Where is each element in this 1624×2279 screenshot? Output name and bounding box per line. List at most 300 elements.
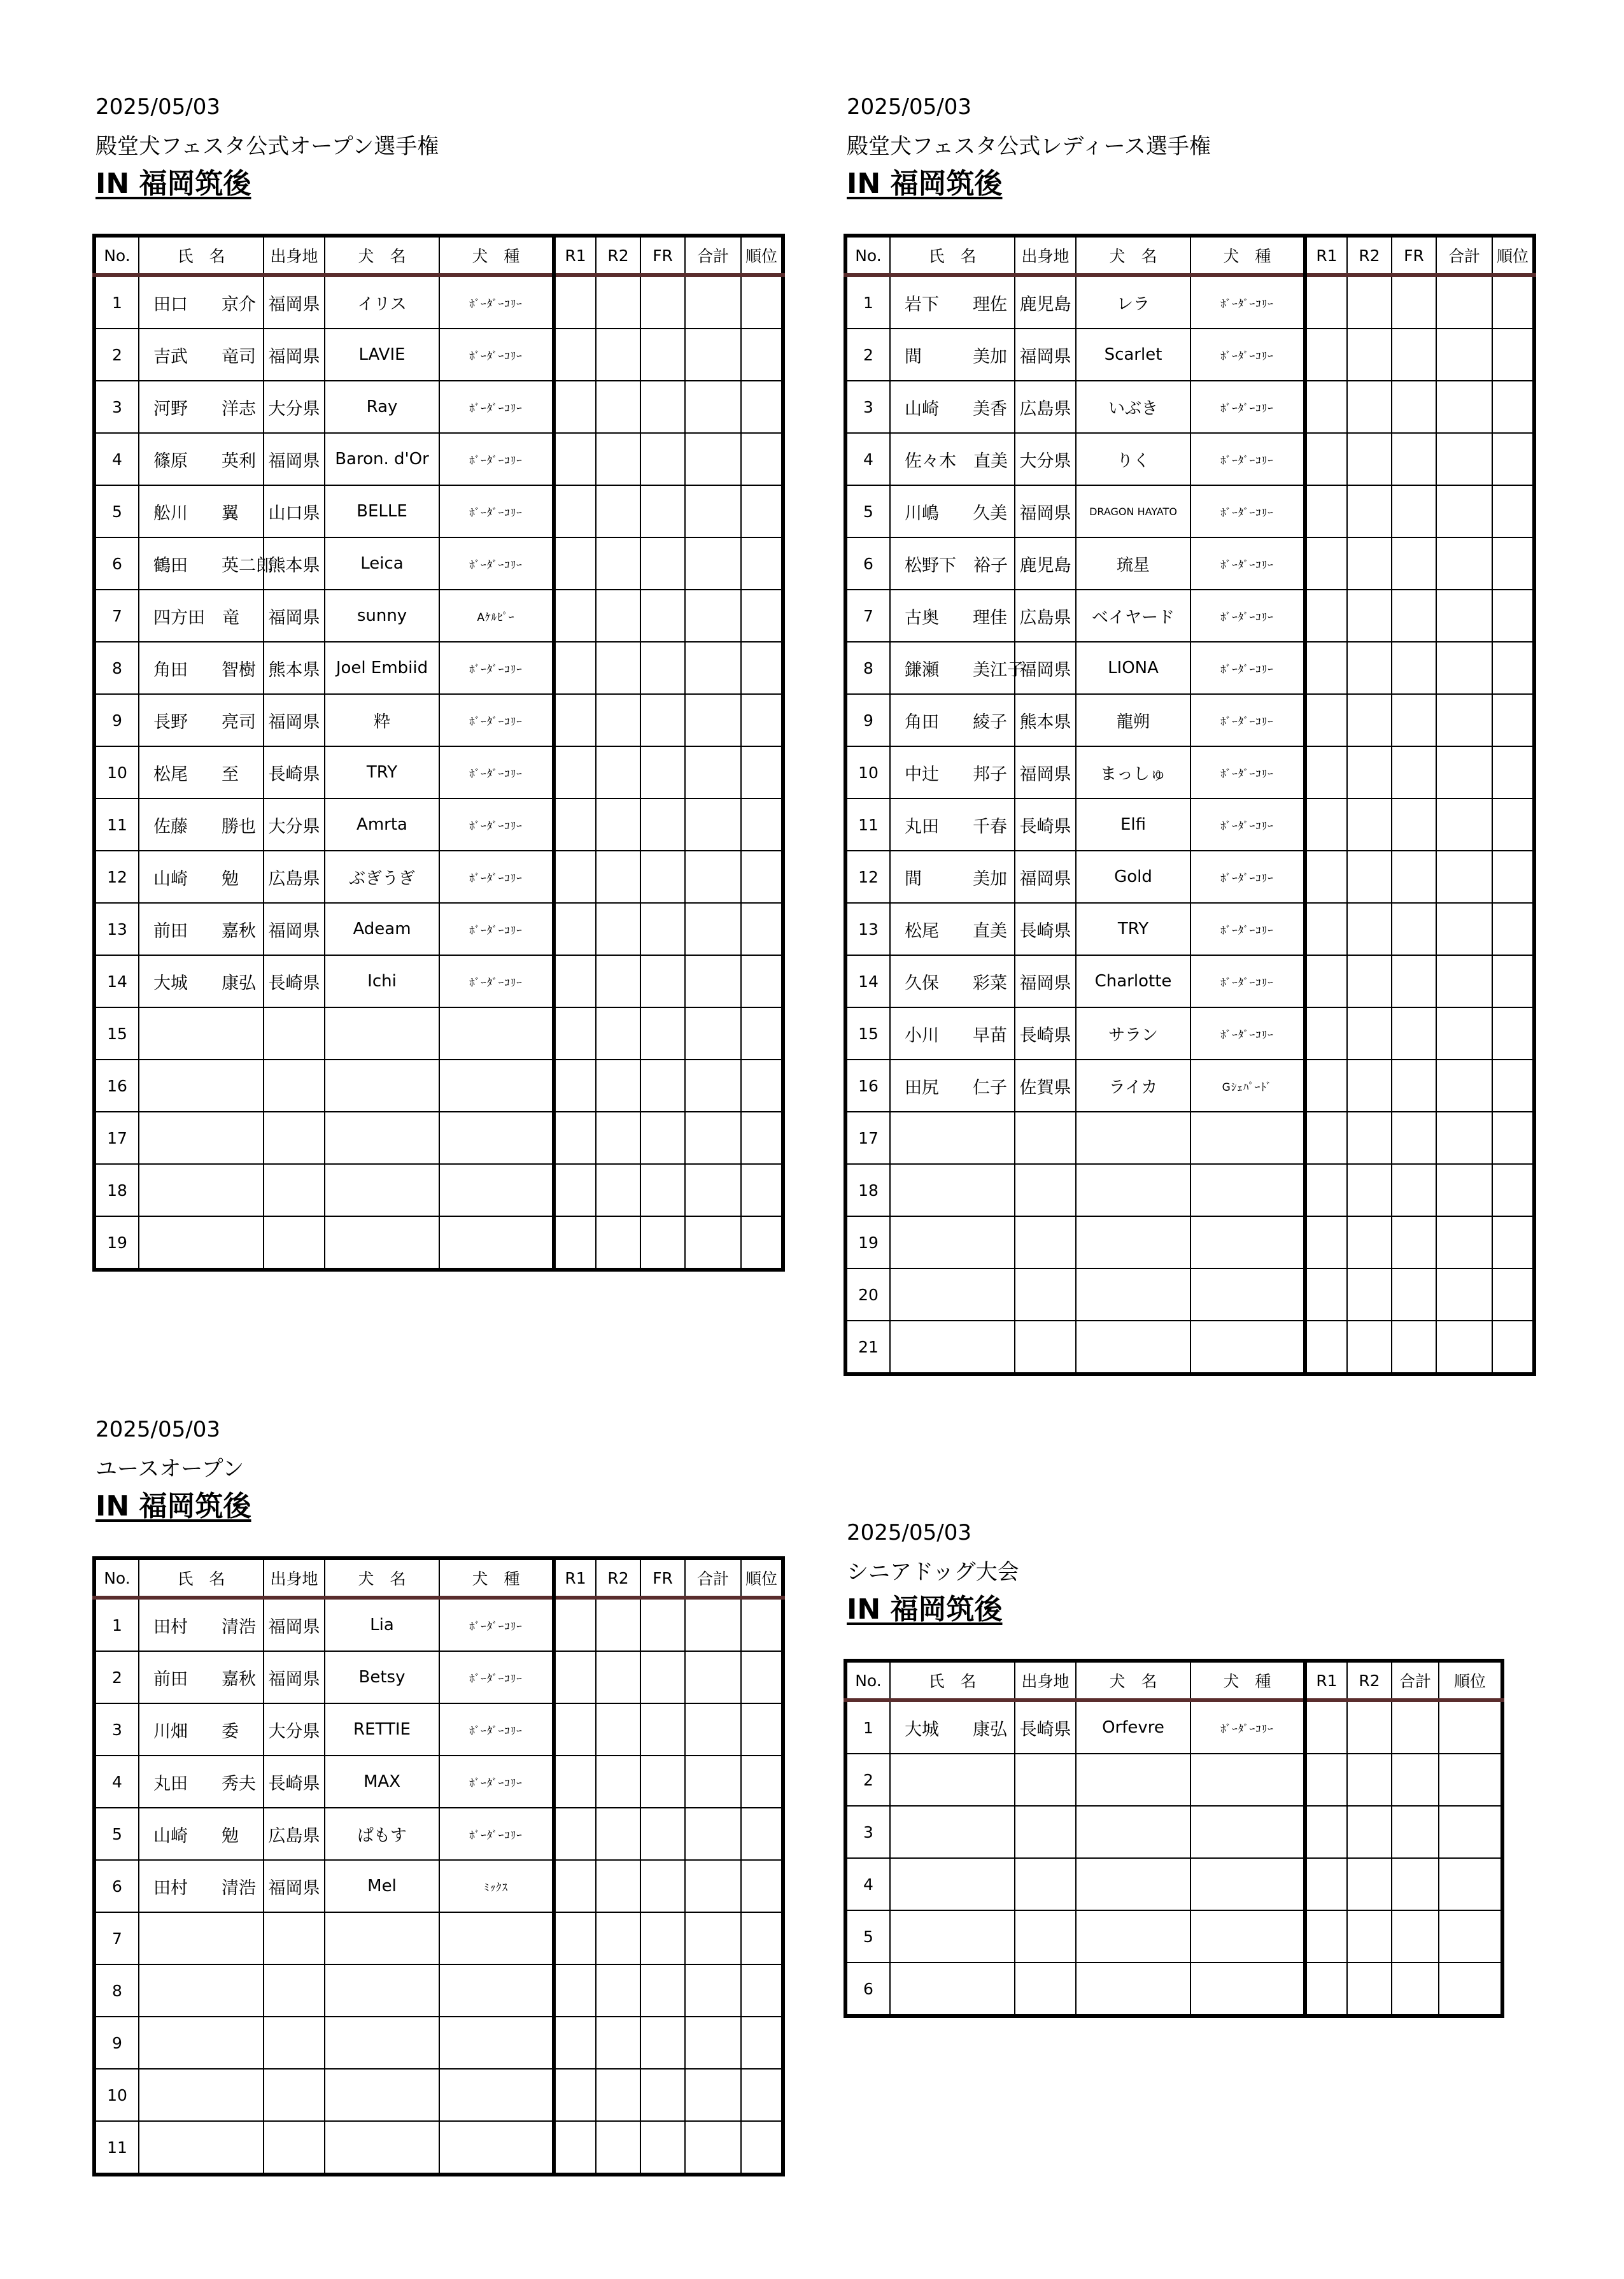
score-cell-rank bbox=[1492, 485, 1534, 537]
handler-family-name: 丸田 bbox=[905, 816, 939, 837]
column-header-pref: 出身地 bbox=[1015, 236, 1076, 275]
dog-name: Orfevre bbox=[1076, 1700, 1190, 1754]
dog-breed: ﾎﾞｰﾀﾞｰｺﾘｰ bbox=[439, 1651, 554, 1703]
dog-breed: ﾎﾞｰﾀﾞｰｺﾘｰ bbox=[439, 694, 554, 746]
score-cell-total bbox=[1392, 1963, 1439, 2016]
score-cell-r1 bbox=[554, 1651, 596, 1703]
dog-name: Amrta bbox=[325, 799, 439, 851]
score-cell-fr bbox=[640, 1964, 685, 2017]
score-cell-r1 bbox=[554, 590, 596, 642]
table-row bbox=[94, 694, 783, 746]
handler-name bbox=[139, 1216, 264, 1270]
score-cell-r2 bbox=[596, 903, 640, 955]
column-header-r2: R2 bbox=[596, 1558, 640, 1598]
entry-number: 3 bbox=[94, 1703, 139, 1756]
handler-prefecture: 福岡県 bbox=[1015, 329, 1076, 381]
handler-name bbox=[890, 1910, 1015, 1963]
entry-table-open bbox=[92, 234, 785, 1272]
handler-prefecture: 福岡県 bbox=[264, 1598, 325, 1651]
score-cell-r2 bbox=[1347, 433, 1392, 485]
handler-name bbox=[890, 851, 1015, 903]
handler-prefecture: 大分県 bbox=[264, 1703, 325, 1756]
score-cell-total bbox=[1436, 329, 1492, 381]
score-cell-rank bbox=[1492, 329, 1534, 381]
column-header-fr: FR bbox=[640, 1558, 685, 1598]
handler-family-name: 四方田 bbox=[153, 607, 205, 628]
score-cell-r2 bbox=[1347, 1060, 1392, 1112]
score-cell-fr bbox=[640, 955, 685, 1007]
score-cell-r2 bbox=[1347, 851, 1392, 903]
handler-prefecture: 長崎県 bbox=[264, 955, 325, 1007]
score-cell-r1 bbox=[554, 1912, 596, 1964]
handler-prefecture bbox=[1015, 1164, 1076, 1216]
score-cell-fr bbox=[1392, 1112, 1436, 1164]
handler-prefecture: 福岡県 bbox=[264, 275, 325, 329]
handler-prefecture bbox=[1015, 1806, 1076, 1858]
handler-given-name: 直美 bbox=[973, 451, 1008, 471]
dog-breed bbox=[1190, 1112, 1305, 1164]
score-cell-r1 bbox=[1305, 329, 1347, 381]
score-cell-rank bbox=[741, 1651, 783, 1703]
handler-given-name: 早苗 bbox=[973, 1025, 1007, 1046]
handler-prefecture bbox=[264, 2069, 325, 2121]
handler-family-name: 篠原 bbox=[153, 451, 188, 471]
score-cell-r1 bbox=[1305, 903, 1347, 955]
handler-family-name: 角田 bbox=[153, 660, 188, 680]
table-header-row bbox=[845, 1661, 1502, 1700]
score-cell-r2 bbox=[1347, 381, 1392, 433]
score-cell-rank bbox=[741, 746, 783, 799]
score-cell-r2 bbox=[1347, 329, 1392, 381]
handler-name bbox=[139, 2121, 264, 2175]
column-header-fr: FR bbox=[640, 236, 685, 275]
entry-number: 16 bbox=[94, 1060, 139, 1112]
score-cell-total bbox=[685, 694, 741, 746]
table-row bbox=[94, 642, 783, 694]
column-header-name: 氏 名 bbox=[139, 236, 264, 275]
score-cell-r1 bbox=[1305, 1910, 1347, 1963]
handler-name bbox=[139, 1912, 264, 1964]
table-row bbox=[94, 851, 783, 903]
score-cell-r2 bbox=[596, 851, 640, 903]
handler-family-name: 松野下 bbox=[905, 555, 956, 576]
score-cell-rank bbox=[741, 903, 783, 955]
column-header-dog: 犬 名 bbox=[325, 236, 439, 275]
handler-name bbox=[139, 275, 264, 329]
entry-number: 20 bbox=[845, 1268, 890, 1321]
score-cell-r2 bbox=[1347, 1963, 1392, 2016]
handler-family-name: 間 bbox=[905, 869, 922, 889]
score-cell-r2 bbox=[596, 1860, 640, 1912]
entry-number: 7 bbox=[94, 1912, 139, 1964]
dog-breed bbox=[1190, 1858, 1305, 1910]
handler-prefecture: 熊本県 bbox=[1015, 694, 1076, 746]
score-cell-r1 bbox=[1305, 1268, 1347, 1321]
entry-number: 12 bbox=[94, 851, 139, 903]
score-cell-fr bbox=[1392, 903, 1436, 955]
handler-prefecture: 福岡県 bbox=[264, 694, 325, 746]
entry-number: 16 bbox=[845, 1060, 890, 1112]
handler-name bbox=[890, 1754, 1015, 1806]
column-header-pref: 出身地 bbox=[264, 1558, 325, 1598]
score-cell-rank bbox=[1492, 746, 1534, 799]
dog-breed: ﾎﾞｰﾀﾞｰｺﾘｰ bbox=[439, 851, 554, 903]
dog-breed: ﾎﾞｰﾀﾞｰｺﾘｰ bbox=[439, 1598, 554, 1651]
column-header-rank: 順位 bbox=[741, 1558, 783, 1598]
score-cell-r1 bbox=[1305, 955, 1347, 1007]
column-header-fr: FR bbox=[1392, 236, 1436, 275]
entry-number: 11 bbox=[94, 799, 139, 851]
score-cell-total bbox=[685, 2121, 741, 2175]
score-cell-r1 bbox=[554, 694, 596, 746]
score-cell-total bbox=[685, 1860, 741, 1912]
score-cell-fr bbox=[640, 1703, 685, 1756]
score-cell-fr bbox=[640, 851, 685, 903]
score-cell-rank bbox=[741, 694, 783, 746]
handler-given-name: 勉 bbox=[222, 1826, 239, 1846]
handler-prefecture bbox=[264, 1060, 325, 1112]
event-title: シニアドッグ大会 bbox=[847, 1559, 1019, 1585]
entry-number: 5 bbox=[94, 485, 139, 537]
table-row bbox=[845, 851, 1534, 903]
handler-prefecture: 広島県 bbox=[1015, 590, 1076, 642]
score-cell-fr bbox=[640, 746, 685, 799]
score-cell-r1 bbox=[554, 903, 596, 955]
score-cell-total bbox=[1392, 1858, 1439, 1910]
dog-breed: ﾎﾞｰﾀﾞｰｺﾘｰ bbox=[439, 642, 554, 694]
score-cell-rank bbox=[741, 1964, 783, 2017]
score-cell-total bbox=[685, 1216, 741, 1270]
score-cell-r1 bbox=[554, 1007, 596, 1060]
dog-breed: ﾐｯｸｽ bbox=[439, 1860, 554, 1912]
score-cell-r2 bbox=[1347, 642, 1392, 694]
score-cell-fr bbox=[1392, 329, 1436, 381]
handler-name bbox=[139, 1756, 264, 1808]
handler-prefecture: 長崎県 bbox=[1015, 903, 1076, 955]
handler-family-name: 長野 bbox=[153, 712, 188, 732]
entry-number: 5 bbox=[845, 485, 890, 537]
dog-name bbox=[1076, 1112, 1190, 1164]
score-cell-rank bbox=[1439, 1754, 1502, 1806]
score-cell-r2 bbox=[1347, 694, 1392, 746]
entry-number: 8 bbox=[94, 642, 139, 694]
dog-breed: ﾎﾞｰﾀﾞｰｺﾘｰ bbox=[1190, 955, 1305, 1007]
score-cell-total bbox=[685, 1060, 741, 1112]
table-row bbox=[94, 590, 783, 642]
entry-number: 17 bbox=[94, 1112, 139, 1164]
table-row bbox=[845, 1910, 1502, 1963]
column-header-pref: 出身地 bbox=[264, 236, 325, 275]
dog-name bbox=[1076, 1268, 1190, 1321]
handler-prefecture: 熊本県 bbox=[264, 642, 325, 694]
entry-number: 12 bbox=[845, 851, 890, 903]
handler-prefecture: 佐賀県 bbox=[1015, 1060, 1076, 1112]
handler-name bbox=[139, 1598, 264, 1651]
table-row bbox=[845, 275, 1534, 329]
score-cell-total bbox=[1436, 799, 1492, 851]
handler-name bbox=[890, 1806, 1015, 1858]
handler-name bbox=[139, 1007, 264, 1060]
score-cell-r2 bbox=[596, 1808, 640, 1860]
dog-name: Leica bbox=[325, 537, 439, 590]
handler-name bbox=[890, 381, 1015, 433]
entry-number: 3 bbox=[845, 381, 890, 433]
score-cell-rank bbox=[741, 433, 783, 485]
score-cell-r2 bbox=[596, 1912, 640, 1964]
handler-name bbox=[139, 746, 264, 799]
entry-number: 7 bbox=[94, 590, 139, 642]
score-cell-r1 bbox=[1305, 1060, 1347, 1112]
column-header-no: No. bbox=[845, 236, 890, 275]
table-row bbox=[94, 1060, 783, 1112]
handler-prefecture: 鹿児島 bbox=[1015, 275, 1076, 329]
score-cell-r2 bbox=[596, 955, 640, 1007]
handler-prefecture bbox=[1015, 1268, 1076, 1321]
score-cell-fr bbox=[640, 433, 685, 485]
dog-name bbox=[325, 1964, 439, 2017]
score-cell-fr bbox=[640, 694, 685, 746]
handler-given-name: 英利 bbox=[222, 451, 256, 471]
score-cell-fr bbox=[640, 1060, 685, 1112]
column-header-dog: 犬 名 bbox=[1076, 236, 1190, 275]
score-cell-r2 bbox=[596, 1060, 640, 1112]
dog-name: Adeam bbox=[325, 903, 439, 955]
handler-name bbox=[890, 1164, 1015, 1216]
score-cell-r2 bbox=[596, 433, 640, 485]
dog-name: レラ bbox=[1076, 275, 1190, 329]
dog-breed: ﾎﾞｰﾀﾞｰｺﾘｰ bbox=[1190, 275, 1305, 329]
score-cell-rank bbox=[741, 1756, 783, 1808]
handler-name bbox=[890, 1216, 1015, 1268]
entry-number: 6 bbox=[845, 537, 890, 590]
score-cell-rank bbox=[1492, 1112, 1534, 1164]
score-cell-total bbox=[685, 903, 741, 955]
score-cell-rank bbox=[1492, 1007, 1534, 1060]
score-cell-r1 bbox=[554, 1164, 596, 1216]
dog-breed bbox=[439, 1007, 554, 1060]
handler-name bbox=[139, 590, 264, 642]
handler-given-name: 清浩 bbox=[222, 1617, 256, 1637]
score-cell-total bbox=[685, 2017, 741, 2069]
score-cell-fr bbox=[1392, 381, 1436, 433]
dog-name: TRY bbox=[325, 746, 439, 799]
handler-given-name: 康弘 bbox=[973, 1719, 1007, 1740]
entry-number: 2 bbox=[94, 1651, 139, 1703]
score-cell-rank bbox=[741, 381, 783, 433]
table-header-row bbox=[845, 236, 1534, 275]
handler-family-name: 小川 bbox=[905, 1025, 939, 1046]
dog-name: Mel bbox=[325, 1860, 439, 1912]
column-header-r1: R1 bbox=[1305, 236, 1347, 275]
handler-name bbox=[139, 329, 264, 381]
score-cell-rank bbox=[741, 799, 783, 851]
handler-name bbox=[139, 1703, 264, 1756]
table-row bbox=[845, 1321, 1534, 1374]
score-cell-r2 bbox=[1347, 1910, 1392, 1963]
score-cell-rank bbox=[1492, 537, 1534, 590]
handler-prefecture: 福岡県 bbox=[1015, 642, 1076, 694]
dog-name: 琉星 bbox=[1076, 537, 1190, 590]
event-date: 2025/05/03 bbox=[95, 1417, 220, 1442]
dog-breed: ﾎﾞｰﾀﾞｰｺﾘｰ bbox=[1190, 799, 1305, 851]
score-cell-rank bbox=[1492, 851, 1534, 903]
score-cell-fr bbox=[1392, 1268, 1436, 1321]
table-row bbox=[94, 1808, 783, 1860]
score-cell-fr bbox=[1392, 1007, 1436, 1060]
column-header-breed: 犬 種 bbox=[1190, 236, 1305, 275]
score-cell-r2 bbox=[1347, 590, 1392, 642]
score-cell-fr bbox=[640, 1598, 685, 1651]
handler-prefecture bbox=[1015, 1910, 1076, 1963]
handler-name bbox=[139, 1860, 264, 1912]
handler-name bbox=[139, 1651, 264, 1703]
entry-number: 13 bbox=[94, 903, 139, 955]
dog-breed: ﾎﾞｰﾀﾞｰｺﾘｰ bbox=[439, 1756, 554, 1808]
handler-prefecture bbox=[1015, 1321, 1076, 1374]
table-row bbox=[94, 275, 783, 329]
dog-name bbox=[1076, 1910, 1190, 1963]
column-header-total: 合計 bbox=[685, 236, 741, 275]
score-cell-fr bbox=[640, 590, 685, 642]
handler-family-name: 中辻 bbox=[905, 764, 939, 785]
table-row bbox=[845, 537, 1534, 590]
table-row bbox=[845, 1963, 1502, 2016]
entry-number: 19 bbox=[845, 1216, 890, 1268]
handler-given-name: 久美 bbox=[973, 503, 1007, 523]
score-cell-total bbox=[1392, 1806, 1439, 1858]
score-cell-fr bbox=[1392, 1060, 1436, 1112]
table-row bbox=[94, 1112, 783, 1164]
handler-given-name: 京介 bbox=[222, 294, 256, 315]
entry-number: 13 bbox=[845, 903, 890, 955]
score-cell-r1 bbox=[1305, 275, 1347, 329]
entry-number: 4 bbox=[94, 433, 139, 485]
handler-family-name: 川畑 bbox=[153, 1721, 188, 1742]
dog-name: ぶぎうぎ bbox=[325, 851, 439, 903]
handler-prefecture bbox=[264, 1164, 325, 1216]
handler-given-name: 委 bbox=[222, 1721, 239, 1742]
score-cell-r1 bbox=[1305, 381, 1347, 433]
handler-given-name: 邦子 bbox=[973, 764, 1007, 785]
dog-name: sunny bbox=[325, 590, 439, 642]
handler-given-name: 至 bbox=[222, 764, 239, 785]
table-row bbox=[94, 2069, 783, 2121]
handler-prefecture bbox=[1015, 1963, 1076, 2016]
dog-breed: ﾎﾞｰﾀﾞｰｺﾘｰ bbox=[439, 799, 554, 851]
column-header-breed: 犬 種 bbox=[1190, 1661, 1305, 1700]
event-venue: IN 福岡筑後 bbox=[95, 167, 251, 200]
entry-number: 2 bbox=[845, 329, 890, 381]
dog-breed: ﾎﾞｰﾀﾞｰｺﾘｰ bbox=[439, 381, 554, 433]
handler-given-name: 英二郎 bbox=[222, 555, 273, 576]
score-cell-fr bbox=[1392, 1216, 1436, 1268]
score-cell-r2 bbox=[1347, 485, 1392, 537]
dog-breed bbox=[1190, 1216, 1305, 1268]
entry-number: 6 bbox=[94, 537, 139, 590]
handler-prefecture: 長崎県 bbox=[1015, 799, 1076, 851]
handler-family-name: 間 bbox=[905, 346, 922, 367]
handler-prefecture: 広島県 bbox=[1015, 381, 1076, 433]
table-row bbox=[845, 1700, 1502, 1754]
score-cell-fr bbox=[640, 1756, 685, 1808]
score-cell-rank bbox=[1492, 275, 1534, 329]
entry-number: 8 bbox=[94, 1964, 139, 2017]
score-cell-total bbox=[685, 275, 741, 329]
dog-name: Charlotte bbox=[1076, 955, 1190, 1007]
score-cell-total bbox=[1436, 642, 1492, 694]
score-cell-r2 bbox=[596, 1703, 640, 1756]
handler-prefecture: 福岡県 bbox=[1015, 851, 1076, 903]
table-row bbox=[845, 955, 1534, 1007]
entry-number: 3 bbox=[94, 381, 139, 433]
dog-name: サラン bbox=[1076, 1007, 1190, 1060]
dog-breed bbox=[439, 2017, 554, 2069]
handler-name bbox=[890, 642, 1024, 694]
table-row bbox=[845, 642, 1534, 694]
handler-family-name: 佐藤 bbox=[153, 816, 188, 837]
handler-family-name: 吉武 bbox=[153, 346, 188, 367]
column-header-r2: R2 bbox=[1347, 1661, 1392, 1700]
score-cell-rank bbox=[1439, 1806, 1502, 1858]
column-header-r2: R2 bbox=[1347, 236, 1392, 275]
score-cell-r2 bbox=[1347, 537, 1392, 590]
score-cell-r1 bbox=[1305, 694, 1347, 746]
column-header-r2: R2 bbox=[596, 236, 640, 275]
event-venue: IN 福岡筑後 bbox=[95, 1490, 251, 1523]
score-cell-rank bbox=[741, 1860, 783, 1912]
table-row bbox=[94, 329, 783, 381]
column-header-dog: 犬 名 bbox=[1076, 1661, 1190, 1700]
score-cell-rank bbox=[741, 1007, 783, 1060]
score-cell-r2 bbox=[1347, 1216, 1392, 1268]
score-cell-rank bbox=[1492, 955, 1534, 1007]
handler-prefecture: 広島県 bbox=[264, 1808, 325, 1860]
score-cell-total bbox=[685, 329, 741, 381]
handler-family-name: 前田 bbox=[153, 1669, 188, 1689]
handler-given-name: 洋志 bbox=[222, 399, 256, 419]
handler-prefecture: 広島県 bbox=[264, 851, 325, 903]
score-cell-rank bbox=[1492, 381, 1534, 433]
score-cell-r2 bbox=[596, 1216, 640, 1270]
score-cell-rank bbox=[741, 2069, 783, 2121]
score-cell-total bbox=[1436, 433, 1492, 485]
score-cell-total bbox=[685, 1007, 741, 1060]
score-cell-rank bbox=[741, 485, 783, 537]
score-cell-r1 bbox=[1305, 1321, 1347, 1374]
entry-number: 10 bbox=[94, 746, 139, 799]
score-cell-r1 bbox=[1305, 1963, 1347, 2016]
handler-given-name: 嘉秋 bbox=[222, 921, 256, 941]
handler-given-name: 美江子 bbox=[973, 660, 1024, 680]
handler-name bbox=[890, 1112, 1015, 1164]
handler-name bbox=[890, 433, 1015, 485]
score-cell-total bbox=[685, 1808, 741, 1860]
dog-breed bbox=[439, 1112, 554, 1164]
dog-name bbox=[1076, 1858, 1190, 1910]
handler-given-name: 智樹 bbox=[222, 660, 256, 680]
score-cell-total bbox=[1436, 1268, 1492, 1321]
table-row bbox=[94, 903, 783, 955]
dog-name: LIONA bbox=[1076, 642, 1190, 694]
score-cell-fr bbox=[1392, 955, 1436, 1007]
handler-family-name: 角田 bbox=[905, 712, 939, 732]
dog-name bbox=[325, 1216, 439, 1270]
handler-name bbox=[890, 694, 1015, 746]
event-title: ユースオープン bbox=[95, 1456, 244, 1482]
score-cell-r1 bbox=[554, 2069, 596, 2121]
score-cell-r1 bbox=[554, 851, 596, 903]
handler-prefecture bbox=[1015, 1112, 1076, 1164]
